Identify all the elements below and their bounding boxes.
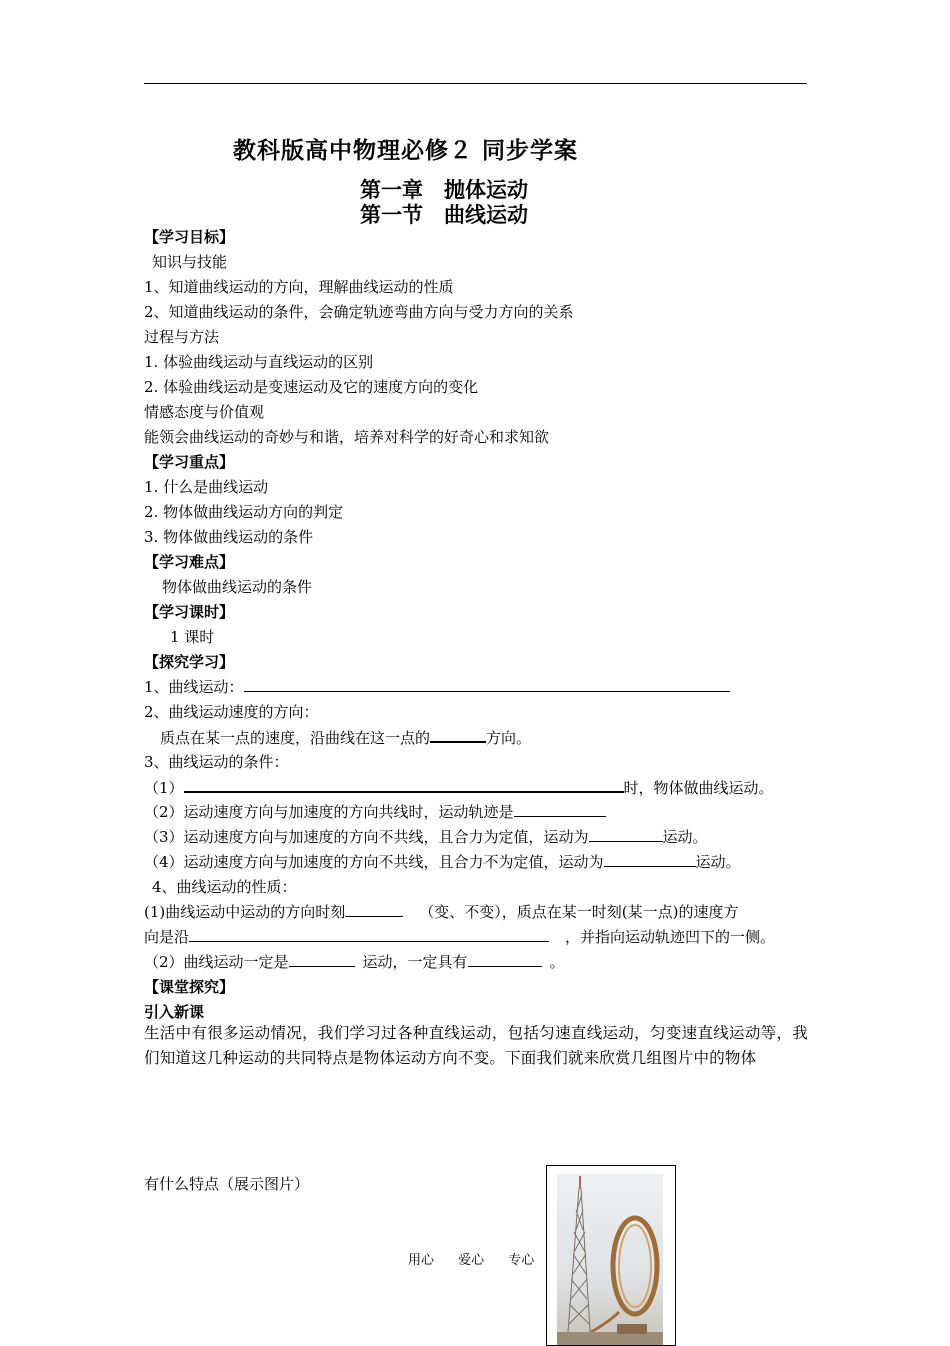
explore-q1-label: 1、曲线运动： <box>144 678 244 696</box>
page-footer: 用心 爱心 专心 <box>408 1253 535 1268</box>
condition-3-text: （3）运动速度方向与加速度的方向不共线，且合力为定值，运动为 <box>144 828 589 846</box>
property-1 <box>144 902 738 922</box>
explore-q3: 3、曲线运动的条件： <box>144 753 289 771</box>
objective-attitude-text: 能领会曲线运动的奇妙与和谐，培养对科学的好奇心和求知欲 <box>144 428 550 446</box>
answer-blank[interactable] <box>289 952 355 967</box>
answer-blank[interactable] <box>184 777 624 793</box>
property-1-text-b: （变、不变），质点在某一时刻(某一点)的速度方 <box>419 903 739 921</box>
answer-blank[interactable] <box>468 952 542 967</box>
section-title: 第一节 曲线运动 <box>360 203 528 227</box>
figure-caption: 有什么特点（展示图片） <box>144 1175 310 1193</box>
roller-coaster-photo <box>557 1174 663 1345</box>
roller-coaster-drawing <box>557 1174 663 1345</box>
condition-4-tail: 运动。 <box>695 853 741 871</box>
objective-item: 2、知道曲线运动的条件，会确定轨迹弯曲方向与受力方向的关系 <box>144 303 574 321</box>
explore-q2: 2、曲线运动速度的方向： <box>144 703 319 721</box>
condition-3-tail: 运动。 <box>662 828 708 846</box>
property-1-text-d: ，并指向运动轨迹凹下的一侧。 <box>565 928 776 946</box>
condition-1 <box>144 777 774 798</box>
explore-heading: 【探究学习】 <box>144 653 235 671</box>
property-2-text-a: （2）曲线运动一定是 <box>144 953 289 971</box>
hours-heading: 【学习课时】 <box>144 603 235 621</box>
objectives-sub-process: 过程与方法 <box>144 328 220 346</box>
property-1-text-a: (1)曲线运动中运动的方向时刻 <box>144 903 346 921</box>
answer-blank[interactable] <box>244 677 730 692</box>
objective-item: 1、知道曲线运动的方向，理解曲线运动的性质 <box>144 278 454 296</box>
intro-heading: 引入新课 <box>144 1003 205 1021</box>
condition-3 <box>144 827 708 847</box>
condition-1-tail: 时，物体做曲线运动。 <box>623 779 774 797</box>
key-point-item: 3. 物体做曲线运动的条件 <box>144 528 314 546</box>
difficulty-heading: 【学习难点】 <box>144 553 235 571</box>
property-2-text-c: 。 <box>549 953 565 971</box>
objectives-sub-attitude: 情感态度与价值观 <box>144 403 265 421</box>
property-1-text-c: 向是沿 <box>144 928 190 946</box>
explore-q1 <box>144 677 730 697</box>
key-points-heading: 【学习重点】 <box>144 453 235 471</box>
condition-4-text: （4）运动速度方向与加速度的方向不共线，且合力不为定值，运动为 <box>144 853 604 871</box>
objective-item: 2. 体验曲线运动是变速运动及它的速度方向的变化 <box>144 378 479 396</box>
answer-blank[interactable] <box>514 802 606 817</box>
chapter-title: 第一章 抛体运动 <box>360 178 528 202</box>
roller-coaster-figure <box>546 1165 676 1346</box>
intro-paragraph: 生活中有很多运动情况，我们学习过各种直线运动，包括匀速直线运动，匀变速直线运动等，我们知道这几种运动的共同特点是物体运动方向不变。下面我们就来欣赏几组图片中的物体 <box>144 1024 808 1067</box>
classroom-heading: 【课堂探究】 <box>144 978 235 996</box>
explore-q2-line <box>160 727 531 748</box>
answer-blank[interactable] <box>345 902 403 917</box>
explore-q2-text-b: 方向。 <box>486 729 532 747</box>
objectives-heading: 【学习目标】 <box>144 228 235 246</box>
key-point-item: 1. 什么是曲线运动 <box>144 478 269 496</box>
header-rule <box>144 83 807 84</box>
key-point-item: 2. 物体做曲线运动方向的判定 <box>144 503 344 521</box>
hours-text: 1 课时 <box>170 628 215 646</box>
answer-blank[interactable] <box>189 927 549 942</box>
property-1-cont <box>144 927 775 947</box>
property-2-text-b: 运动，一定具有 <box>362 953 468 971</box>
document-title: 教科版高中物理必修２ 同步学案 <box>233 138 579 164</box>
explore-q2-text-a: 质点在某一点的速度，沿曲线在这一点的 <box>160 729 431 747</box>
condition-1-label: （1） <box>144 779 184 797</box>
condition-4 <box>144 852 741 872</box>
answer-blank[interactable] <box>430 727 486 743</box>
answer-blank[interactable] <box>589 827 663 842</box>
property-2 <box>144 952 565 972</box>
objective-item: 1. 体验曲线运动与直线运动的区别 <box>144 353 374 371</box>
objectives-sub-knowledge: 知识与技能 <box>152 253 228 271</box>
condition-2 <box>144 802 606 822</box>
explore-q4: 4、曲线运动的性质： <box>152 878 297 896</box>
difficulty-text: 物体做曲线运动的条件 <box>162 578 313 596</box>
condition-2-text: （2）运动速度方向与加速度的方向共线时，运动轨迹是 <box>144 803 514 821</box>
answer-blank[interactable] <box>604 852 696 867</box>
